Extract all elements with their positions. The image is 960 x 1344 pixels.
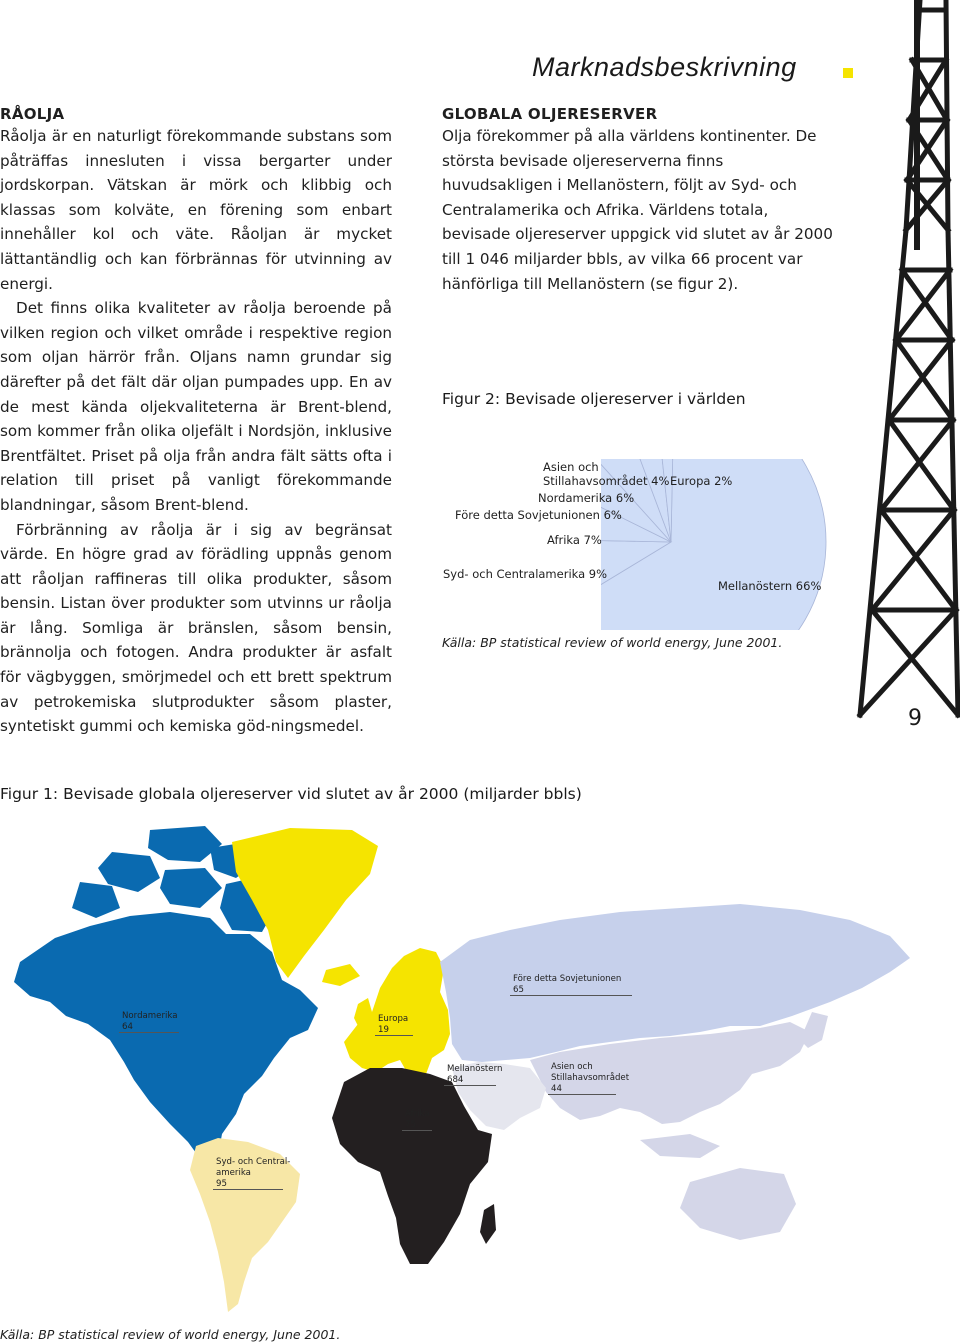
map-label-africa-rule [402,1130,432,1131]
map-region-north-america [14,912,318,1164]
figure2-title: Figur 2: Bevisade oljereserver i världen [442,390,746,408]
paragraph-3: Förbränning av råolja är i sig av begränsat värde. En högre grad av förädling uppnås genom att råoljan raffineras till olika produkter, såsom bensin. Listan över produkter som utvinns ur råolja är lång. Somliga är bränslen, såsom bensin, brännolja och fotogen. Andra produkter är asfalt för vägbyggen, smörjmedel och ett brett spektrum av petrokemiska slutprodukter såsom plaster, syntetiskt gummi och kemiska göd-ningsmedel. [0,520,392,736]
figure2-source: Källa: BP statistical review of world energy, June 2001. [442,635,783,650]
pie-label-middle-east: Mellanöstern 66% [718,579,822,593]
pie-label-north-america: Nordamerika 6% [538,491,635,505]
pie-label-ussr: Före detta Sovjetunionen 6% [455,508,622,522]
map-region-madagascar [480,1204,496,1244]
map-label-south-america-rule [213,1189,283,1190]
map-region-uk [354,998,372,1030]
paragraph-1: Råolja är en naturligt förekommande substans som påträffas innesluten i vissa bergarter under jordskorpan. Vätskan är mörk och klibbig och klassas som kolväte, en förening som enbart innehåller kol och väte. Råoljan är mycket lättantändlig och kan förbrännas för utvinning av energi. [0,127,392,293]
map-label-north-america-name: Nordamerika [122,1011,178,1021]
map-label-middle-east-name: Mellanöstern [447,1064,503,1074]
map-label-ussr-rule [510,995,632,996]
pie-label-asia-1: Asien och [543,460,599,474]
map-label-africa-name: Afrika [405,1109,430,1119]
map-label-middle-east-value: 684 [447,1075,464,1085]
map-label-south-america-line1: Syd- och Central- [216,1157,291,1167]
right-column [442,104,838,296]
map-label-asia-value: 44 [551,1084,562,1094]
oil-derrick-image [846,0,960,720]
pie-label-asia-2: Stillahavsområdet 4% [543,474,670,488]
map-region-australia [680,1168,796,1240]
map-label-south-america-value: 95 [216,1179,227,1189]
map-label-asia-rule [548,1094,616,1095]
page-number: 9 [908,706,922,731]
section-header-title: Marknadsbeskrivning [532,52,797,82]
paragraph-global: Olja förekommer på alla världens kontinenter. De största bevisade oljereserverna finns huvudsakligen i Mellanöstern, följt av Syd- och Centralamerika och Afrika. Världens totala, bevisade oljereserver uppgick vid slutet av år 2000 till 1 046 miljarder bbls, av vilka 66 procent var hänförliga till Mellanöstern (se figur 2). [442,127,833,293]
map-label-ussr-value: 65 [513,985,524,995]
pie-label-africa: Afrika 7% [547,533,602,547]
figure1-source: Källa: BP statistical review of world energy, June 2001. [0,1327,341,1342]
map-label-north-america-value: 64 [122,1022,133,1032]
figure1-title: Figur 1: Bevisade globala oljereserver vid slutet av år 2000 (miljarder bbls) [0,785,582,803]
map-region-iceland [322,964,360,986]
map-label-north-america-rule [119,1032,179,1033]
map-label-middle-east-rule [444,1085,496,1086]
map-label-asia-line2: Stillahavsområdet [551,1073,630,1083]
paragraph-2: Det finns olika kvaliteter av råolja beroende på vilken region och vilket område i respektive region som oljan härrör från. Oljans namn grundar sig därefter på det fält där oljan pumpades upp. En av de mest kända oljekvaliteterna är Brent-blend, som kommer från olika oljefält i Nordsjön, inklusive Brentfältet. Priset på olja från andra fält sätts ofta i relation till priset på vanligt förekommande blandningar, såsom Brent-blend. [0,299,392,514]
pie-label-europe: Europa 2% [670,474,733,488]
map-label-south-america-line2: amerika [216,1168,251,1178]
map-label-asia-line1: Asien och [551,1062,593,1072]
section-heading-raolja: RÅOLJA [0,105,65,123]
map-region-se-asia [640,1134,720,1158]
map-label-africa-value: 75 [405,1120,416,1130]
left-column [0,104,392,739]
map-label-europe-name: Europa [378,1014,409,1024]
map-label-europe-value: 19 [378,1025,389,1035]
map-label-ussr-name: Före detta Sovjetunionen [513,974,622,984]
map-label-europe-rule [375,1035,413,1036]
section-heading-globala: GLOBALA OLJERESERVER [442,105,658,123]
pie-label-south-america: Syd- och Centralamerika 9% [443,567,608,581]
